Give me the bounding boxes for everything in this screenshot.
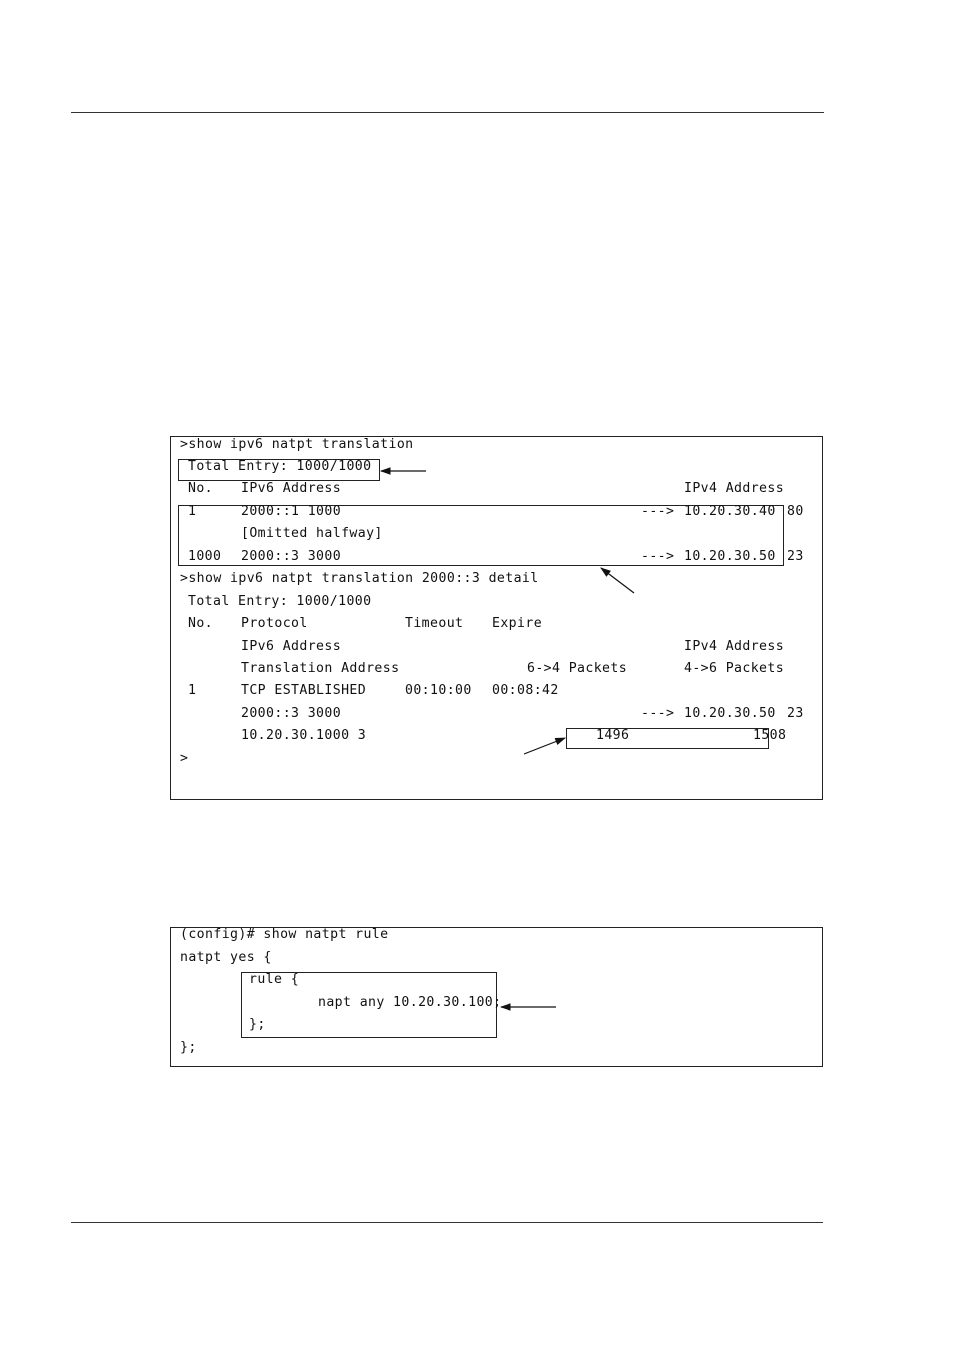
detail-expire: 00:08:42 xyxy=(492,683,559,698)
detail-header-timeout: Timeout xyxy=(405,616,464,631)
config-line-3: napt any 10.20.30.100; xyxy=(318,995,502,1010)
row-2-no: 1000 xyxy=(188,549,222,564)
detail-header-no: No. xyxy=(188,616,214,631)
detail-arrow: ---> xyxy=(641,706,675,721)
config-line-2: rule { xyxy=(249,972,300,987)
row-2-port: 23 xyxy=(787,549,804,564)
row-1-ipv4: 10.20.30.40 xyxy=(684,504,776,519)
row-1-port: 80 xyxy=(787,504,804,519)
row-1-arrow: ---> xyxy=(641,504,675,519)
command-line-detail: >show ipv6 natpt translation 2000::3 detail xyxy=(180,571,539,586)
row-1-ipv6: 2000::1 1000 xyxy=(241,504,342,519)
config-command: (config)# show natpt rule xyxy=(180,927,389,942)
prompt: > xyxy=(180,751,189,766)
column-header-no: No. xyxy=(188,481,214,496)
config-line-1: natpt yes { xyxy=(180,950,272,965)
detail-header-translation: Translation Address xyxy=(241,661,400,676)
detail-timeout: 00:10:00 xyxy=(405,683,472,698)
detail-translation: 10.20.30.1000 3 xyxy=(241,728,367,743)
config-line-4: }; xyxy=(249,1017,266,1032)
row-2-ipv6: 2000::3 3000 xyxy=(241,549,342,564)
row-1-no: 1 xyxy=(188,504,197,519)
detail-4to6-packets: 1508 xyxy=(753,728,787,743)
detail-header-6to4: 6->4 Packets xyxy=(527,661,628,676)
row-2-ipv4: 10.20.30.50 xyxy=(684,549,776,564)
omitted-note: [Omitted halfway] xyxy=(241,526,383,541)
detail-header-expire: Expire xyxy=(492,616,543,631)
detail-header-ipv4: IPv4 Address xyxy=(684,639,785,654)
detail-6to4-packets: 1496 xyxy=(596,728,630,743)
detail-no: 1 xyxy=(188,683,197,698)
total-entry-detail: Total Entry: 1000/1000 xyxy=(188,594,372,609)
config-line-5: }; xyxy=(180,1040,197,1055)
detail-ipv6: 2000::3 3000 xyxy=(241,706,342,721)
column-header-ipv6: IPv6 Address xyxy=(241,481,342,496)
detail-header-ipv6: IPv6 Address xyxy=(241,639,342,654)
detail-ipv4: 10.20.30.50 xyxy=(684,706,776,721)
detail-port: 23 xyxy=(787,706,804,721)
detail-protocol: TCP ESTABLISHED xyxy=(241,683,367,698)
command-line: >show ipv6 natpt translation xyxy=(180,437,414,452)
row-2-arrow: ---> xyxy=(641,549,675,564)
detail-header-protocol: Protocol xyxy=(241,616,308,631)
total-entry: Total Entry: 1000/1000 xyxy=(188,459,372,474)
detail-header-4to6: 4->6 Packets xyxy=(684,661,785,676)
arrow-entries xyxy=(601,568,634,593)
arrow-packets xyxy=(524,738,565,754)
column-header-ipv4: IPv4 Address xyxy=(684,481,785,496)
